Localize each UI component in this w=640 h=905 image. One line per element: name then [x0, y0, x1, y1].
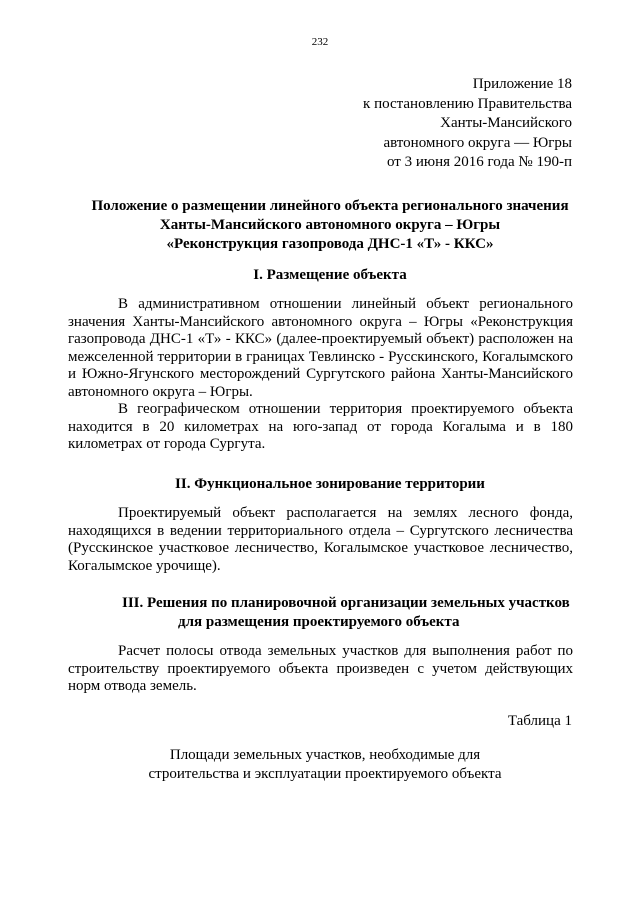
heading-line: III. Решения по планировочной организации земельных участков: [122, 595, 570, 611]
section-heading-placement: I. Размещение объекта: [253, 267, 407, 283]
appendix-line: Приложение 18: [472, 76, 572, 92]
appendix-line: от 3 июня 2016 года № 190-п: [387, 154, 572, 170]
appendix-line: Ханты-Мансийского: [440, 115, 572, 131]
caption-line: Площади земельных участков, необходимые для: [169, 747, 481, 763]
table-caption: [60, 746, 590, 784]
section-planning-body: [68, 643, 573, 696]
paragraph: Расчет полосы отвода земельных участков для выполнения работ по строительству проектируемого объекта произведен с учетом действующих норм отвода земель.: [68, 643, 573, 694]
section-heading-planning: [84, 594, 594, 632]
section-zoning-body: [68, 505, 573, 575]
table-label: Таблица 1: [507, 713, 572, 729]
title-line: «Реконструкция газопровода ДНС-1 «Т» - ККС»: [166, 236, 494, 252]
document-title: [60, 197, 600, 254]
caption-line: строительства и эксплуатации проектируемого объекта: [148, 766, 502, 782]
paragraph: Проектируемый объект располагается на землях лесного фонда, находящихся в ведении территориального отдела – Сургутского лесничества (Русскинское участковое лесничество, Когалымское участковое лесничество, Когалымское урочище).: [68, 505, 573, 574]
section-placement-body: [68, 296, 573, 454]
section-heading-zoning: II. Функциональное зонирование территории: [175, 476, 485, 492]
title-line: Ханты-Мансийского автономного округа – Югры: [159, 217, 501, 233]
appendix-reference: [363, 75, 572, 173]
appendix-line: к постановлению Правительства: [363, 95, 572, 112]
paragraph: В административном отношении линейный объект регионального значения Ханты-Мансийского автономного округа – Югры «Реконструкция газопровода ДНС-1 «Т» - ККС» (далее-проектируемый объект) расположен на межселенной территории в границах Тевлинско - Русскинского, Когалымского и Южно-Ягунского месторождений Сургутского района Ханты-Мансийского автономного округа – Югры.: [68, 296, 573, 400]
paragraph: В географическом отношении территория проектируемого объекта находится в 20 километрах на юго-запад от города Когалыма и в 180 километрах от города Сургута.: [68, 401, 573, 452]
page-number: 232: [311, 36, 329, 48]
heading-line: для размещения проектируемого объекта: [178, 614, 460, 630]
title-line: Положение о размещении линейного объекта регионального значения: [91, 198, 569, 214]
appendix-line: автономного округа — Югры: [383, 134, 572, 151]
